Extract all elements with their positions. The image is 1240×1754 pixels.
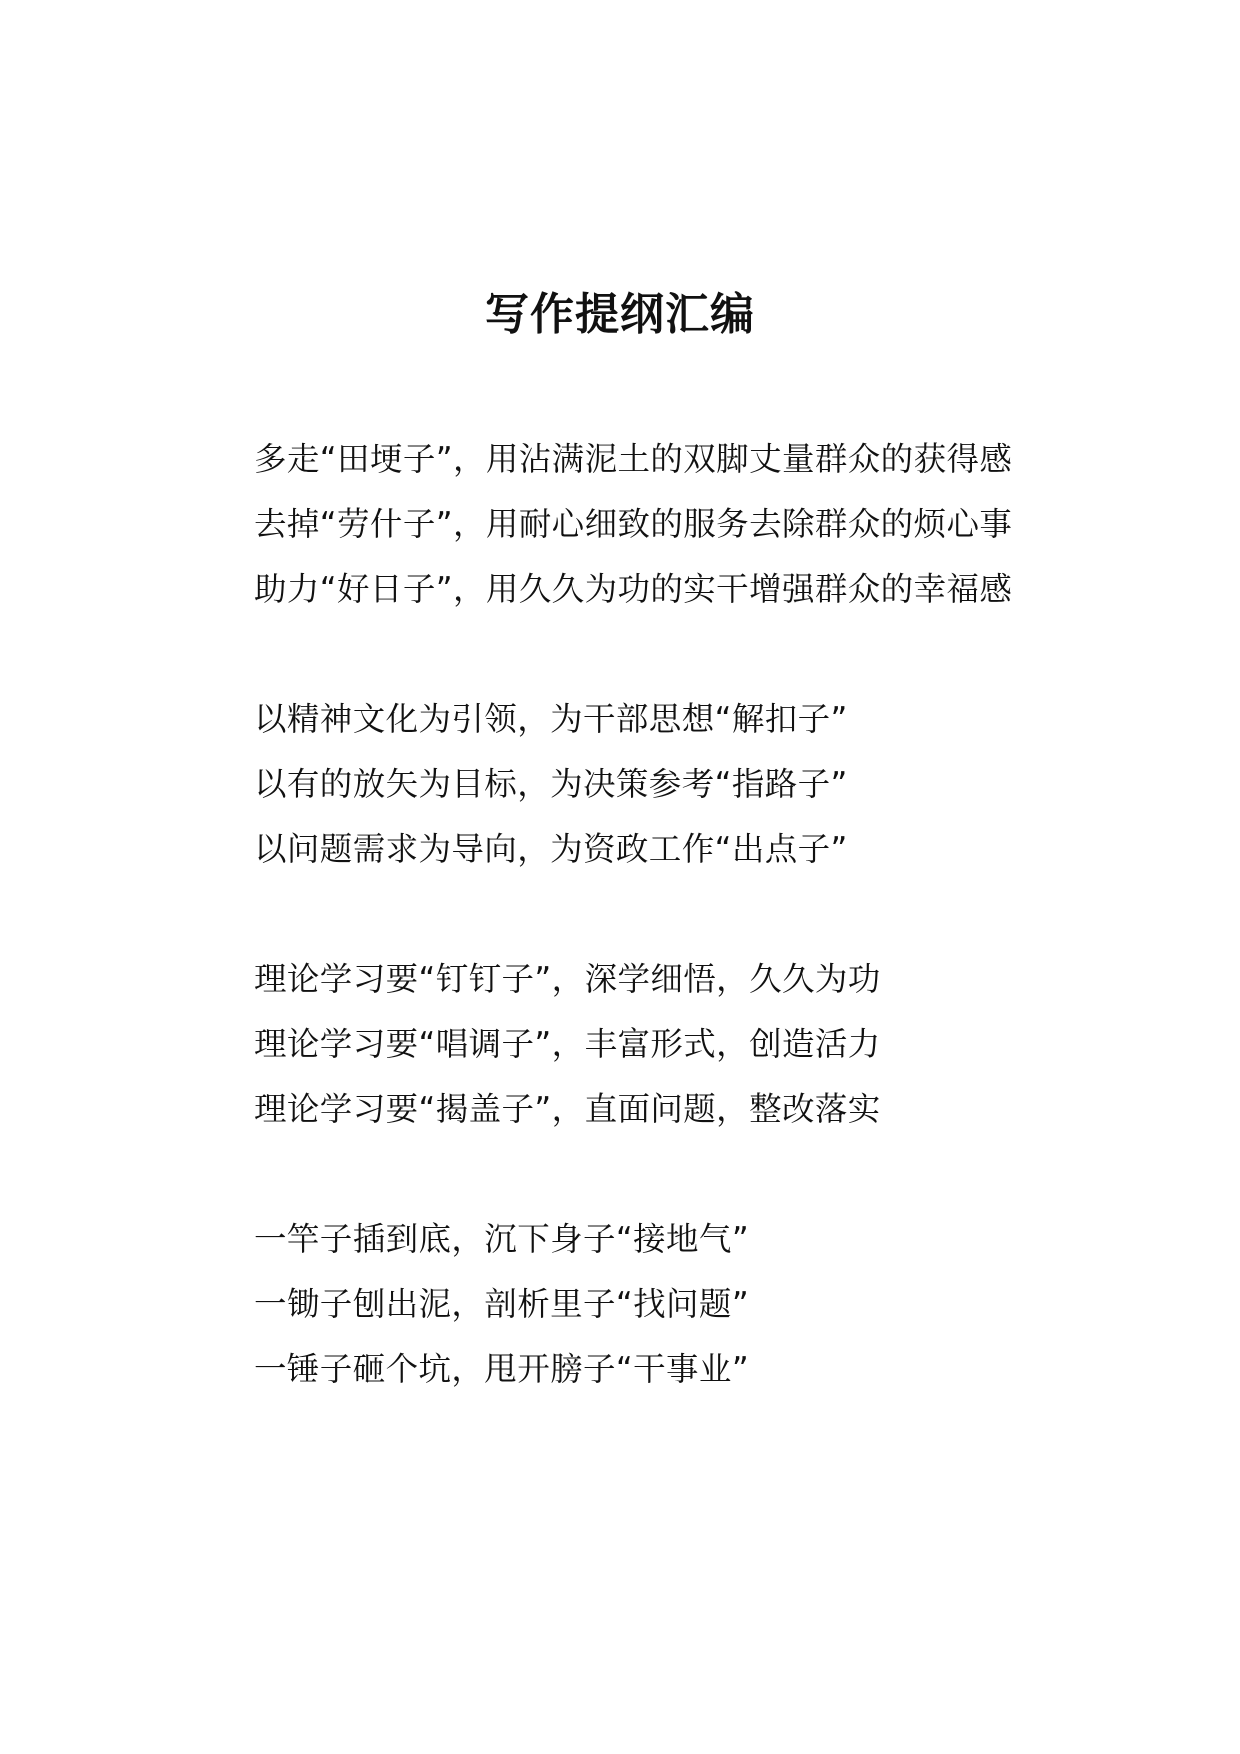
section-3 — [189, 947, 1069, 1142]
paragraph: 以精神文化为引领，为干部思想“解扣子” — [254, 700, 848, 738]
paragraph: 一锤子砸个坑，甩开膀子“干事业” — [254, 1350, 750, 1388]
paragraph: 一竿子插到底，沉下身子“接地气” — [254, 1220, 750, 1258]
paragraph: 理论学习要“唱调子”，丰富形式，创造活力 — [254, 1025, 881, 1063]
section-1 — [189, 427, 1069, 622]
document-body — [189, 427, 1069, 1402]
section-4 — [189, 1207, 1069, 1402]
section-2 — [189, 687, 1069, 882]
paragraph: 理论学习要“揭盖子”，直面问题，整改落实 — [254, 1090, 881, 1128]
paragraph: 助力“好日子”，用久久为功的实干增强群众的幸福感 — [254, 570, 1013, 608]
paragraph: 一锄子刨出泥，剖析里子“找问题” — [254, 1285, 750, 1323]
paragraph: 理论学习要“钉钉子”，深学细悟，久久为功 — [254, 960, 881, 998]
document-title: 写作提纲汇编 — [485, 289, 755, 340]
paragraph: 以有的放矢为目标，为决策参考“指路子” — [254, 765, 848, 803]
paragraph: 以问题需求为导向，为资政工作“出点子” — [254, 830, 848, 868]
paragraph: 去掉“劳什子”，用耐心细致的服务去除群众的烦心事 — [254, 505, 1013, 543]
paragraph: 多走“田埂子”，用沾满泥土的双脚丈量群众的获得感 — [254, 440, 1013, 478]
